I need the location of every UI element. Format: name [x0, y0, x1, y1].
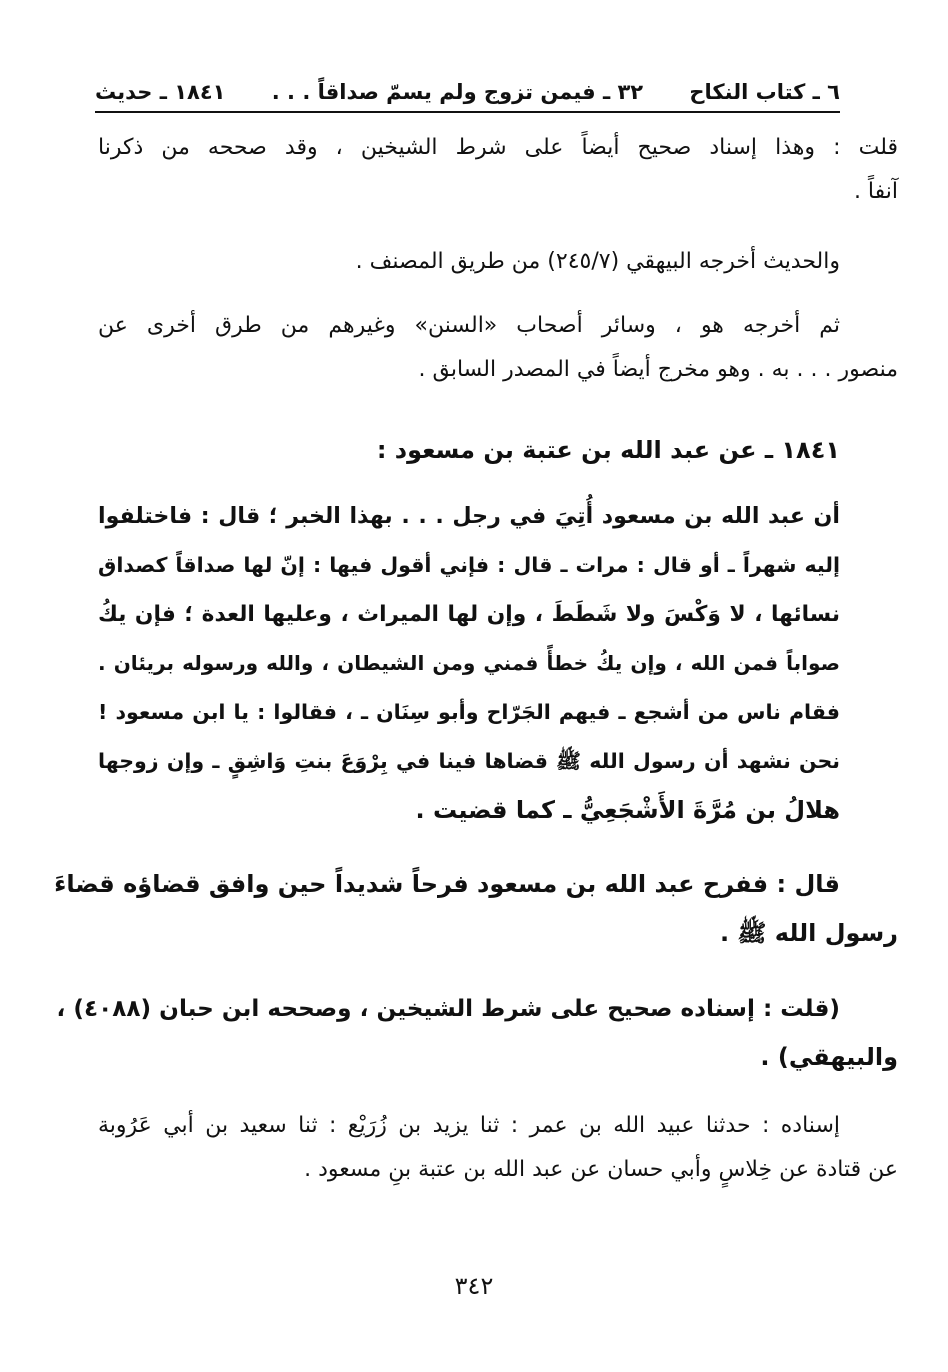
commentary-paragraph [98, 304, 898, 392]
text-line: والبيهقي) . [760, 1043, 898, 1071]
text-line: صواباً فمن الله ، وإن يكُ خطأً فمني ومن الشيطان ، والله ورسوله بريئان . [98, 651, 840, 675]
hadith-text [98, 492, 840, 835]
text-line: نحن نشهد أن رسول الله ﷺ قضاها فينا في بِرْوَعَ بنتِ وَاشِقٍ ـ وإن زوجها [98, 749, 840, 773]
text-line: قلت : وهذا إسناد صحيح أيضاً على شرط الشيخين ، وقد صححه من ذكرنا [98, 135, 898, 160]
text-line: منصور . . . به . وهو مخرج أيضاً في المصدر السابق . [418, 357, 898, 382]
header-chapter: ٦ ـ كتاب النكاح [689, 80, 840, 104]
header-hadith-number: ١٨٤١ ـ حديث [95, 80, 226, 104]
commentary-paragraph [98, 240, 898, 284]
hadith-heading [98, 426, 898, 475]
hadith-text [54, 860, 898, 958]
text-line: إليه شهراً ـ أو قال : مرات ـ قال : فإني أقول فيها : إنّ لها صداقاً كصداق [98, 553, 840, 577]
running-header [95, 64, 840, 104]
text-line: أن عبد الله بن مسعود أُتِيَ في رجل . . . بهذا الخبر ؛ قال : فاختلفوا [98, 503, 840, 529]
page-number: ٣٤٢ [454, 1272, 494, 1300]
grading-note [56, 984, 898, 1082]
isnad-paragraph [98, 1104, 898, 1192]
text-line: هلالُ بن مُرَّةَ الأَشْجَعِيُّ ـ كما قضيت . [415, 796, 840, 824]
text-line: إسناده : حدثنا عبيد الله بن عمر : ثنا يزيد بن زُرَيْع : ثنا سعيد بن أبي عَرُوبة [98, 1113, 840, 1138]
text-line: عن قتادة عن خِلاسٍ وأبي حسان عن عبد الله بن عتبة بنِ مسعود . [304, 1157, 898, 1182]
header-section: ٣٢ ـ فيمن تزوج ولم يسمّ صداقاً . . . [271, 80, 644, 104]
text-line: ١٨٤١ ـ عن عبد الله بن عتبة بن مسعود : [376, 436, 840, 464]
text-line: رسول الله ﷺ . [719, 919, 898, 947]
text-line: آنفاً . [853, 179, 898, 204]
text-line: نسائها ، لا وَكْسَ ولا شَطَطَ ، وإن لها الميراث ، وعليها العدة ؛ فإن يكُ [98, 602, 840, 627]
commentary-paragraph [98, 126, 898, 214]
text-line: والحديث أخرجه البيهقي (٢٤٥/٧) من طريق المصنف . [355, 249, 840, 274]
header-rule [95, 111, 840, 113]
text-line: فقام ناس من أشجع ـ فيهم الجَرّاح وأبو سِنَان ـ ، فقالوا : يا ابن مسعود ! [98, 700, 840, 724]
text-line: قال : ففرح عبد الله بن مسعود فرحاً شديداً حين وافق قضاؤه قضاءَ [54, 870, 840, 898]
text-line: ثم أخرجه هو ، وسائر أصحاب «السنن» وغيرهم من طرق أخرى عن [98, 313, 840, 338]
text-line: (قلت : إسناده صحيح على شرط الشيخين ، وصححه ابن حبان (٤٠٨٨) ، [56, 995, 840, 1022]
